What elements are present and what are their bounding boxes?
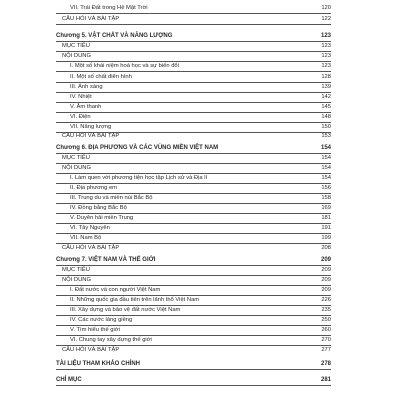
toc-title: III. Trung du và miền núi Bắc Bộ <box>70 195 153 201</box>
toc-page-number: 154 <box>321 155 331 161</box>
toc-entry <box>56 15 331 25</box>
toc-chapter <box>56 144 331 154</box>
toc-page-number: 226 <box>321 297 331 303</box>
toc-entry <box>56 346 331 355</box>
toc-page-number: 123 <box>321 53 331 59</box>
toc-chapter <box>56 256 331 266</box>
toc-page-number: 150 <box>321 124 331 130</box>
toc-backmatter <box>56 376 331 386</box>
toc-entry <box>56 73 331 83</box>
toc-entry <box>56 276 331 286</box>
toc-page-number: 122 <box>321 16 331 22</box>
toc-title: VII. Năng lượng <box>70 124 112 130</box>
toc-title: CÂU HỎI VÀ BÀI TẬP <box>62 347 120 353</box>
toc-title: NỘI DUNG <box>62 165 91 171</box>
toc-page-number: 128 <box>321 74 331 80</box>
toc-title: CÂU HỎI VÀ BÀI TẬP <box>62 16 120 22</box>
toc-entry <box>56 4 331 14</box>
toc-title: CHỈ MỤC <box>56 377 82 383</box>
toc-title: II. Một số chất điển hình <box>70 74 132 80</box>
toc-title: IV. Nhiệt <box>70 94 92 100</box>
toc-title: IV. Đồng bằng Bắc Bộ <box>70 205 127 211</box>
toc-entry <box>56 224 331 234</box>
toc-title: TÀI LIỆU THAM KHẢO CHÍNH <box>56 361 140 367</box>
toc-title: V. Duyên hải miền Trung <box>70 215 134 221</box>
toc-page-number: 209 <box>321 267 331 273</box>
toc-title: Chương 7. VIỆT NAM VÀ THẾ GIỚI <box>56 257 156 263</box>
toc-title: I. Đất nước và con người Việt Nam <box>70 287 161 293</box>
toc-title: NỘI DUNG <box>62 53 91 59</box>
toc-page-number: 277 <box>321 347 331 353</box>
toc-page-number: 191 <box>321 225 331 231</box>
toc-entry <box>56 164 331 174</box>
toc-title: VI. Chung tay xây dựng thế giới <box>70 337 152 343</box>
toc-page-number: 153 <box>321 133 331 139</box>
toc-entry <box>56 184 331 194</box>
toc-entry <box>56 316 331 326</box>
toc-page-number: 281 <box>320 377 331 383</box>
toc-page-number: 199 <box>321 235 331 241</box>
toc-title: CÂU HỎI VÀ BÀI TẬP <box>62 133 120 139</box>
toc-title: MỤC TIÊU <box>62 267 90 273</box>
toc-backmatter <box>56 360 331 370</box>
toc-entry <box>56 296 331 306</box>
toc-page-number: 250 <box>321 317 331 323</box>
toc-entry <box>56 42 331 52</box>
toc-page-number: 209 <box>321 287 331 293</box>
toc-page-number: 154 <box>321 165 331 171</box>
toc-entry <box>56 234 331 244</box>
toc-page-number: 154 <box>321 175 331 181</box>
toc-entry <box>56 266 331 276</box>
toc-title: NỘI DUNG <box>62 277 91 283</box>
toc-page-number: 139 <box>321 84 331 90</box>
toc-page-number: 209 <box>321 277 331 283</box>
toc-title: Chương 6. ĐỊA PHƯƠNG VÀ CÁC VÙNG MIỀN VIỆT NAM <box>56 145 219 151</box>
toc-page-number: 142 <box>321 94 331 100</box>
toc-title: VII. Trái Đất trong Hệ Mặt Trời <box>70 5 148 11</box>
toc-entry <box>56 62 331 72</box>
toc-entry <box>56 214 331 224</box>
toc-title: Chương 5. VẬT CHẤT VÀ NĂNG LƯỢNG <box>56 33 173 39</box>
toc-title: VI. Tây Nguyên <box>70 225 110 231</box>
toc-page-number: 270 <box>321 337 331 343</box>
toc-page-number: 158 <box>321 195 331 201</box>
toc-entry <box>56 83 331 93</box>
toc-entry <box>56 244 331 253</box>
toc-page-number: 120 <box>321 5 331 11</box>
toc-page-number: 123 <box>320 33 331 39</box>
toc-page-number: 235 <box>321 307 331 313</box>
toc-entry <box>56 132 331 141</box>
toc-title: VII. Nam Bộ <box>70 235 102 241</box>
toc-entry <box>56 93 331 103</box>
toc-title: II. Những quốc gia đầu tiên trên lãnh thổ Việt Nam <box>70 297 200 303</box>
toc-entry <box>56 113 331 123</box>
toc-chapter <box>56 32 331 42</box>
toc-entry <box>56 154 331 164</box>
toc-page-number: 169 <box>321 205 331 211</box>
toc-page-number: 181 <box>321 215 331 221</box>
toc-entry <box>56 336 331 346</box>
toc-entry <box>56 326 331 336</box>
toc-title: I. Làm quen với phương tiện học tập Lịch sử và Địa lí <box>70 175 208 181</box>
toc-entry <box>56 103 331 113</box>
toc-title: I. Một số khái niệm hoá học và sự biến đổi <box>70 63 179 69</box>
toc-entry <box>56 306 331 316</box>
toc-title: IV. Các nước láng giềng <box>70 317 133 323</box>
toc-title: MỤC TIÊU <box>62 43 90 49</box>
toc-page-number: 154 <box>320 145 331 151</box>
toc-page-number: 209 <box>320 257 331 263</box>
toc-entry <box>56 194 331 204</box>
toc-title: III. Xây dựng và bảo vệ đất nước Việt Nam <box>70 307 181 313</box>
toc-entry <box>56 174 331 184</box>
toc-page-number: 278 <box>320 361 331 367</box>
toc-title: V. Âm thanh <box>70 104 102 110</box>
toc-page-number: 260 <box>321 327 331 333</box>
toc-page-number: 148 <box>321 114 331 120</box>
toc-entry <box>56 286 331 296</box>
toc-entry <box>56 204 331 214</box>
toc-page-number: 208 <box>321 245 331 251</box>
toc-title: CÂU HỎI VÀ BÀI TẬP <box>62 245 120 251</box>
toc-title: MỤC TIÊU <box>62 155 90 161</box>
toc-title: VI. Điện <box>70 114 91 120</box>
toc-title: V. Tìm hiểu thế giới <box>70 327 120 333</box>
toc-entry <box>56 52 331 62</box>
toc-title: III. Ánh sáng <box>70 84 103 90</box>
toc-page-number: 123 <box>321 63 331 69</box>
toc-title: II. Địa phương em <box>70 185 117 191</box>
toc-page-number: 156 <box>321 185 331 191</box>
toc-page-number: 145 <box>321 104 331 110</box>
toc-page-number: 123 <box>321 43 331 49</box>
